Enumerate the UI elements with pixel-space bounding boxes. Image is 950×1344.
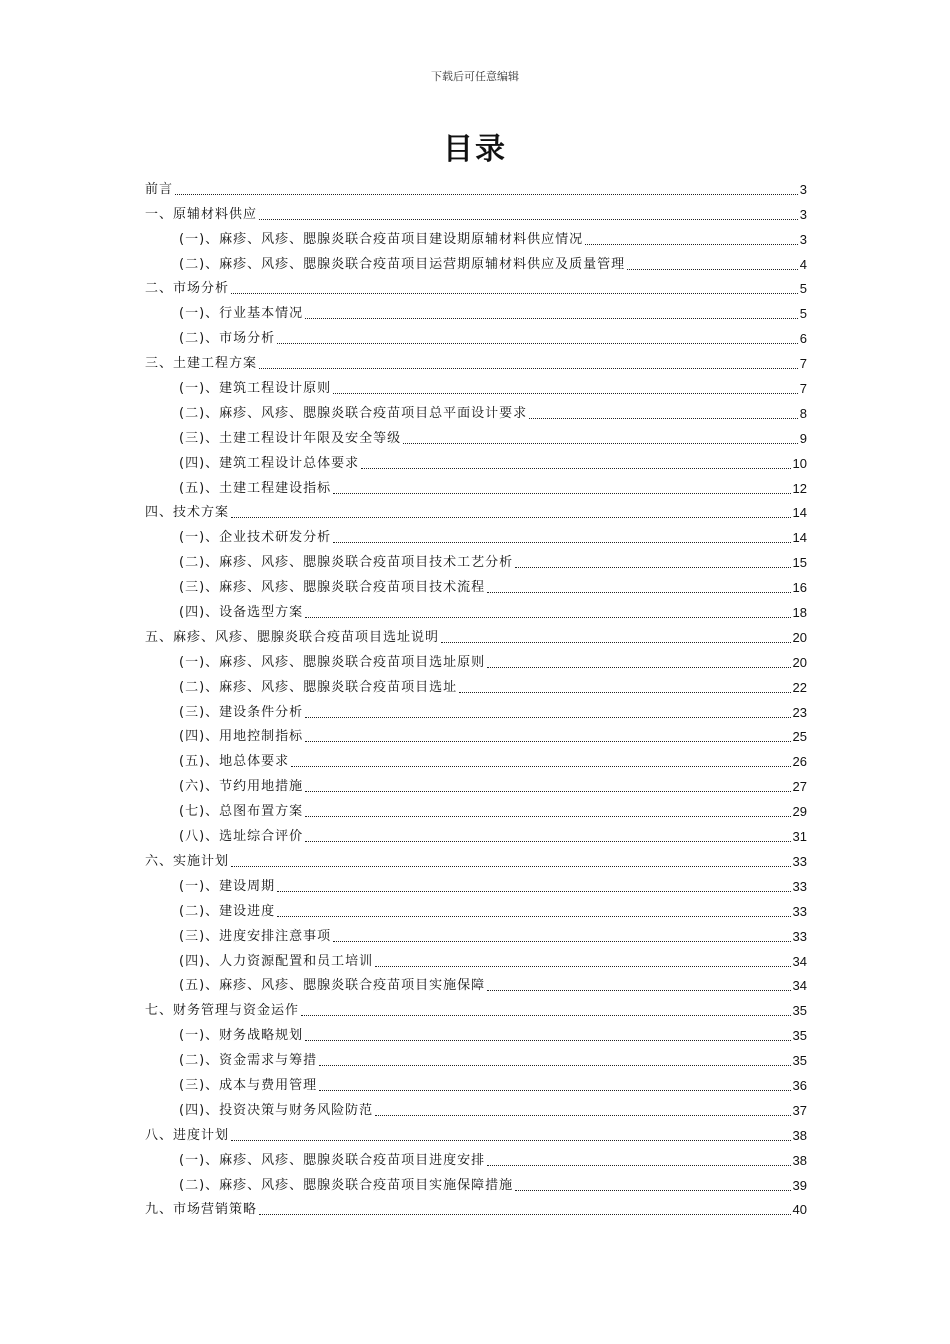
toc-dot-leader xyxy=(333,941,790,942)
toc-entry-page-number: 27 xyxy=(792,779,807,795)
toc-entry-label: (三)、建设条件分析 xyxy=(179,704,304,720)
toc-entry[interactable] xyxy=(145,796,807,821)
toc-dot-leader xyxy=(319,1090,790,1091)
toc-entry[interactable] xyxy=(145,871,807,896)
toc-entry-page-number: 35 xyxy=(792,1003,807,1019)
toc-entry[interactable] xyxy=(145,921,807,946)
toc-entry-label: (一)、麻疹、风疹、腮腺炎联合疫苗项目建设期原辅材料供应情况 xyxy=(179,231,584,247)
toc-entry-page-number: 35 xyxy=(792,1053,807,1069)
toc-entry-page-number: 23 xyxy=(792,704,807,720)
toc-entry-label: (三)、进度安排注意事项 xyxy=(179,928,332,944)
table-of-contents xyxy=(145,174,807,1219)
toc-entry-label: (五)、麻疹、风疹、腮腺炎联合疫苗项目实施保障 xyxy=(179,978,486,994)
toc-entry-label: (一)、行业基本情况 xyxy=(179,306,304,322)
toc-entry-label: (五)、地总体要求 xyxy=(179,754,290,770)
toc-entry-page-number: 3 xyxy=(799,231,807,247)
toc-entry-page-number: 5 xyxy=(799,306,807,322)
toc-entry[interactable] xyxy=(145,995,807,1020)
toc-dot-leader xyxy=(231,866,791,867)
toc-dot-leader xyxy=(319,1065,790,1066)
toc-dot-leader xyxy=(403,443,798,444)
toc-dot-leader xyxy=(627,269,798,270)
toc-entry[interactable] xyxy=(145,348,807,373)
toc-entry[interactable] xyxy=(145,771,807,796)
toc-dot-leader xyxy=(301,1015,791,1016)
toc-entry-label: (一)、麻疹、风疹、腮腺炎联合疫苗项目选址原则 xyxy=(179,654,486,670)
toc-entry-label: 二、市场分析 xyxy=(145,281,230,297)
toc-entry[interactable] xyxy=(145,174,807,199)
toc-entry-page-number: 35 xyxy=(792,1028,807,1044)
toc-entry-label: (二)、麻疹、风疹、腮腺炎联合疫苗项目运营期原辅材料供应及质量管理 xyxy=(179,256,626,272)
toc-entry-page-number: 3 xyxy=(799,181,807,197)
toc-dot-leader xyxy=(515,1190,790,1191)
toc-entry-label: (八)、选址综合评价 xyxy=(179,829,304,845)
toc-entry[interactable] xyxy=(145,971,807,996)
toc-dot-leader xyxy=(333,393,798,394)
toc-dot-leader xyxy=(305,791,790,792)
toc-dot-leader xyxy=(277,891,790,892)
toc-dot-leader xyxy=(375,966,790,967)
toc-entry-label: (四)、建筑工程设计总体要求 xyxy=(179,455,360,471)
toc-entry-label: (三)、土建工程设计年限及安全等级 xyxy=(179,430,402,446)
toc-entry[interactable] xyxy=(145,896,807,921)
toc-entry-label: (二)、麻疹、风疹、腮腺炎联合疫苗项目实施保障措施 xyxy=(179,1177,514,1193)
toc-entry[interactable] xyxy=(145,298,807,323)
toc-entry[interactable] xyxy=(145,274,807,299)
toc-entry[interactable] xyxy=(145,722,807,747)
toc-entry-page-number: 34 xyxy=(792,978,807,994)
toc-dot-leader xyxy=(305,318,798,319)
toc-dot-leader xyxy=(231,293,798,294)
toc-dot-leader xyxy=(459,692,790,693)
toc-dot-leader xyxy=(291,766,790,767)
toc-dot-leader xyxy=(277,916,790,917)
toc-entry-page-number: 33 xyxy=(792,928,807,944)
toc-entry-label: (六)、节约用地措施 xyxy=(179,779,304,795)
toc-entry[interactable] xyxy=(145,1095,807,1120)
toc-entry[interactable] xyxy=(145,597,807,622)
toc-entry[interactable] xyxy=(145,1145,807,1170)
toc-entry-page-number: 29 xyxy=(792,804,807,820)
toc-entry[interactable] xyxy=(145,746,807,771)
toc-entry[interactable] xyxy=(145,473,807,498)
toc-entry-page-number: 4 xyxy=(799,256,807,272)
toc-entry-page-number: 8 xyxy=(799,405,807,421)
toc-entry[interactable] xyxy=(145,846,807,871)
toc-entry[interactable] xyxy=(145,946,807,971)
toc-entry-page-number: 31 xyxy=(792,829,807,845)
toc-entry[interactable] xyxy=(145,1070,807,1095)
toc-entry[interactable] xyxy=(145,672,807,697)
toc-entry-label: (四)、用地控制指标 xyxy=(179,729,304,745)
toc-entry[interactable] xyxy=(145,647,807,672)
toc-entry-label: 一、原辅材料供应 xyxy=(145,206,258,222)
toc-entry[interactable] xyxy=(145,572,807,597)
toc-entry-page-number: 22 xyxy=(792,679,807,695)
toc-entry-page-number: 9 xyxy=(799,430,807,446)
toc-entry-page-number: 18 xyxy=(792,605,807,621)
toc-entry-page-number: 12 xyxy=(792,480,807,496)
toc-entry-page-number: 15 xyxy=(792,555,807,571)
toc-entry-page-number: 38 xyxy=(792,1152,807,1168)
toc-entry-page-number: 6 xyxy=(799,331,807,347)
toc-entry-label: 四、技术方案 xyxy=(145,505,230,521)
toc-entry[interactable] xyxy=(145,1195,807,1220)
page-header-note: 下载后可任意编辑 xyxy=(431,70,519,83)
toc-entry-label: (四)、投资决策与财务风险防范 xyxy=(179,1102,374,1118)
toc-dot-leader xyxy=(305,717,790,718)
toc-entry-label: (四)、人力资源配置和员工培训 xyxy=(179,953,374,969)
toc-entry-page-number: 20 xyxy=(792,629,807,645)
toc-entry[interactable] xyxy=(145,199,807,224)
toc-entry-label: 五、麻疹、风疹、腮腺炎联合疫苗项目选址说明 xyxy=(145,629,440,645)
toc-dot-leader xyxy=(175,194,798,195)
toc-entry-page-number: 33 xyxy=(792,903,807,919)
toc-dot-leader xyxy=(277,343,798,344)
toc-entry-label: (二)、资金需求与筹措 xyxy=(179,1053,318,1069)
toc-entry-page-number: 40 xyxy=(792,1202,807,1218)
toc-entry-page-number: 7 xyxy=(799,356,807,372)
toc-entry-label: (一)、建设周期 xyxy=(179,878,276,894)
toc-entry-label: (一)、建筑工程设计原则 xyxy=(179,381,332,397)
toc-dot-leader xyxy=(305,841,790,842)
toc-entry-label: 三、土建工程方案 xyxy=(145,356,258,372)
toc-entry-label: 九、市场营销策略 xyxy=(145,1202,258,1218)
toc-entry-label: (二)、市场分析 xyxy=(179,331,276,347)
toc-entry-page-number: 25 xyxy=(792,729,807,745)
toc-entry[interactable] xyxy=(145,522,807,547)
toc-entry-label: (一)、企业技术研发分析 xyxy=(179,530,332,546)
toc-dot-leader xyxy=(487,990,790,991)
toc-entry[interactable] xyxy=(145,498,807,523)
toc-dot-leader xyxy=(375,1115,790,1116)
toc-dot-leader xyxy=(333,542,790,543)
toc-entry[interactable] xyxy=(145,697,807,722)
toc-entry[interactable] xyxy=(145,1120,807,1145)
toc-entry[interactable] xyxy=(145,622,807,647)
toc-dot-leader xyxy=(441,642,791,643)
toc-dot-leader xyxy=(305,617,790,618)
toc-dot-leader xyxy=(305,1040,790,1041)
toc-dot-leader xyxy=(487,1165,790,1166)
toc-entry-label: (七)、总图布置方案 xyxy=(179,804,304,820)
toc-dot-leader xyxy=(231,517,791,518)
toc-entry-page-number: 16 xyxy=(792,580,807,596)
toc-entry[interactable] xyxy=(145,373,807,398)
toc-entry-page-number: 37 xyxy=(792,1102,807,1118)
toc-entry-label: (一)、麻疹、风疹、腮腺炎联合疫苗项目进度安排 xyxy=(179,1152,486,1168)
toc-entry[interactable] xyxy=(145,323,807,348)
toc-entry-page-number: 26 xyxy=(792,754,807,770)
toc-entry-page-number: 36 xyxy=(792,1077,807,1093)
toc-entry[interactable] xyxy=(145,423,807,448)
toc-entry[interactable] xyxy=(145,1020,807,1045)
toc-dot-leader xyxy=(231,1140,791,1141)
toc-entry-label: (四)、设备选型方案 xyxy=(179,605,304,621)
toc-entry-label: (二)、麻疹、风疹、腮腺炎联合疫苗项目技术工艺分析 xyxy=(179,555,514,571)
toc-entry[interactable] xyxy=(145,224,807,249)
toc-dot-leader xyxy=(585,244,798,245)
toc-title: 目录 xyxy=(443,132,507,167)
toc-entry-page-number: 14 xyxy=(792,505,807,521)
toc-entry-page-number: 34 xyxy=(792,953,807,969)
toc-dot-leader xyxy=(305,741,790,742)
toc-entry-label: (五)、土建工程建设指标 xyxy=(179,480,332,496)
toc-entry[interactable] xyxy=(145,398,807,423)
toc-dot-leader xyxy=(529,418,798,419)
toc-entry-label: 八、进度计划 xyxy=(145,1127,230,1143)
toc-entry-label: (一)、财务战略规划 xyxy=(179,1028,304,1044)
toc-entry-page-number: 20 xyxy=(792,654,807,670)
toc-dot-leader xyxy=(259,1214,791,1215)
toc-dot-leader xyxy=(259,219,798,220)
toc-dot-leader xyxy=(361,468,790,469)
toc-entry-page-number: 33 xyxy=(792,853,807,869)
toc-dot-leader xyxy=(487,667,790,668)
toc-entry[interactable] xyxy=(145,448,807,473)
toc-entry-page-number: 14 xyxy=(792,530,807,546)
toc-dot-leader xyxy=(259,368,798,369)
toc-entry[interactable] xyxy=(145,1170,807,1195)
toc-entry-label: (二)、麻疹、风疹、腮腺炎联合疫苗项目总平面设计要求 xyxy=(179,405,528,421)
toc-entry-page-number: 38 xyxy=(792,1127,807,1143)
toc-entry[interactable] xyxy=(145,249,807,274)
toc-entry-page-number: 33 xyxy=(792,878,807,894)
toc-entry-label: 七、财务管理与资金运作 xyxy=(145,1003,300,1019)
toc-dot-leader xyxy=(487,592,790,593)
toc-dot-leader xyxy=(333,493,790,494)
toc-entry-label: (二)、建设进度 xyxy=(179,903,276,919)
toc-entry-page-number: 5 xyxy=(799,281,807,297)
toc-entry-page-number: 7 xyxy=(799,381,807,397)
toc-entry[interactable] xyxy=(145,1045,807,1070)
toc-dot-leader xyxy=(305,816,790,817)
toc-entry[interactable] xyxy=(145,547,807,572)
toc-entry-label: (二)、麻疹、风疹、腮腺炎联合疫苗项目选址 xyxy=(179,679,458,695)
toc-entry-page-number: 3 xyxy=(799,206,807,222)
toc-entry-label: (三)、成本与费用管理 xyxy=(179,1077,318,1093)
toc-dot-leader xyxy=(515,567,790,568)
toc-entry-page-number: 10 xyxy=(792,455,807,471)
toc-entry[interactable] xyxy=(145,821,807,846)
toc-entry-page-number: 39 xyxy=(792,1177,807,1193)
toc-entry-label: 六、实施计划 xyxy=(145,853,230,869)
toc-entry-label: 前言 xyxy=(145,181,174,197)
toc-entry-label: (三)、麻疹、风疹、腮腺炎联合疫苗项目技术流程 xyxy=(179,580,486,596)
